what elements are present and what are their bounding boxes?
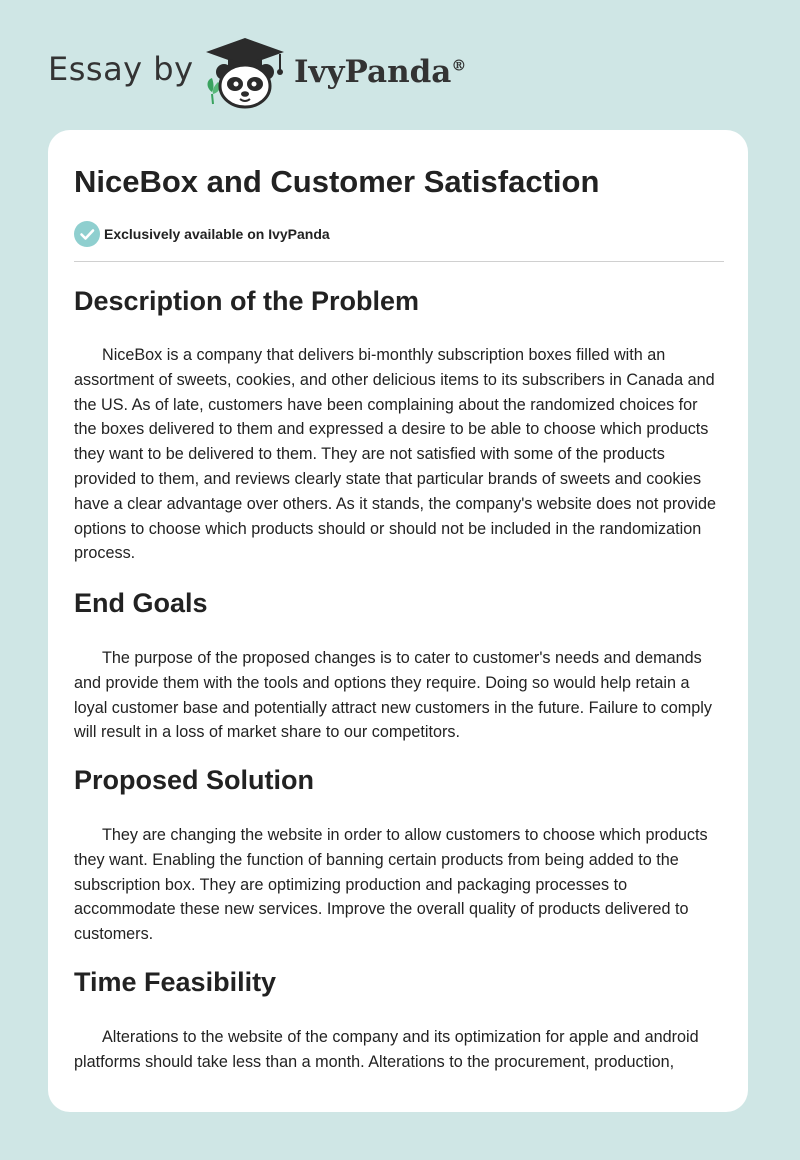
section-heading-description: Description of the Problem bbox=[74, 286, 420, 316]
brand-name-text: IvyPanda bbox=[294, 54, 452, 90]
section-body-time-feasibility: Alterations to the website of the company and its optimization for apple and android platforms should take less than a month. Alterations to the procurement, production, bbox=[74, 1028, 699, 1071]
essay-by-label: Essay by bbox=[48, 50, 194, 88]
panda-graduation-cap-icon[interactable] bbox=[200, 34, 290, 110]
section-heading-proposed-solution: Proposed Solution bbox=[74, 765, 314, 795]
section-body-description: NiceBox is a company that delivers bi-monthly subscription boxes filled with an assortment of sweets, cookies, and other delicious items to its subscribers in Canada and the US. As of late, customers have been complaining about the randomized choices for the boxes delivered to them and expressed a desire to be able to choose which products they want to be delivered to them. They are not satisfied with some of the products provided to them, and reviews clearly state that particular brands of sweets and cookies have a clear advantage over others. As it stands, the company's website does not provide options to choose which products should or should not be included in the randomization process. bbox=[74, 346, 716, 563]
exclusive-badge bbox=[74, 221, 330, 247]
section-body-end-goals: The purpose of the proposed changes is to cater to customer's needs and demands and provide them with the tools and options they require. Doing so would help retain a loyal customer base and potentially attract new customers in the future. Failure to comply will result in a loss of market share to our competitors. bbox=[74, 649, 712, 742]
registered-mark: ® bbox=[451, 56, 467, 75]
section-heading-time-feasibility: Time Feasibility bbox=[74, 967, 277, 997]
brand-name[interactable] bbox=[294, 54, 466, 90]
section-body-proposed-solution: They are changing the website in order to allow customers to choose which products they want. Enabling the function of banning certain products from being added to the subscription box. They are optimizing production and packaging processes to accommodate these new services. Improve the overall quality of products delivered to customers. bbox=[74, 826, 708, 944]
section-heading-end-goals: End Goals bbox=[74, 588, 208, 618]
check-circle-icon bbox=[74, 221, 100, 247]
site-header bbox=[0, 0, 800, 120]
exclusive-badge-label: Exclusively available on IvyPanda bbox=[104, 226, 330, 242]
page-title: NiceBox and Customer Satisfaction bbox=[74, 164, 600, 199]
title-divider bbox=[74, 261, 724, 262]
essay-card bbox=[48, 130, 748, 1112]
